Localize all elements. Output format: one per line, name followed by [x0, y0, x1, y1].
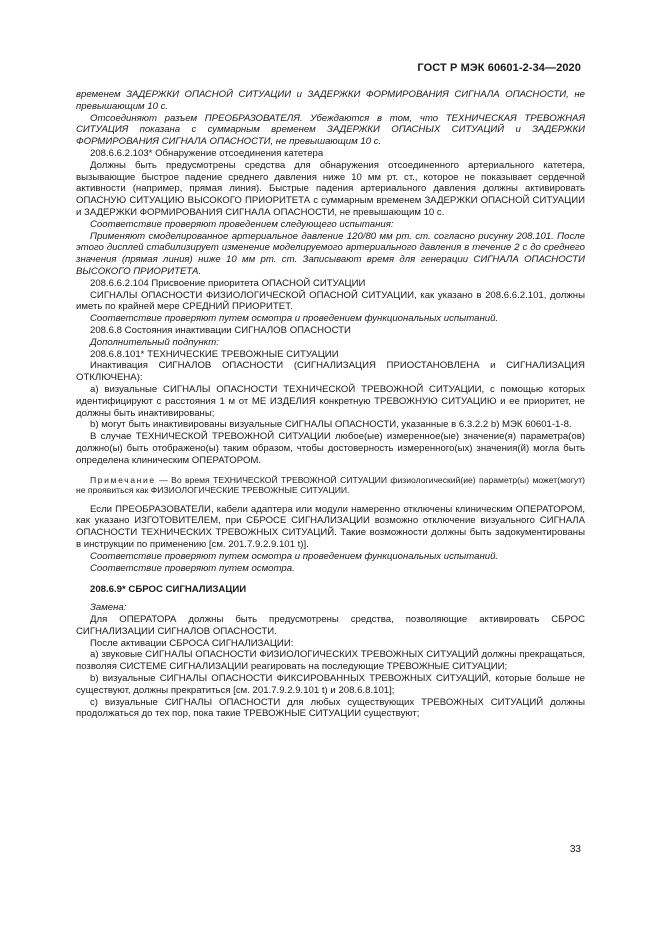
paragraph: Применяют смоделированное артериальное давление 120/80 мм рт. ст. согласно рисунку 208.101. После этого дисплей стабилизирует изменение моделируемого артериального давления в течение 2 с до среднего значения (прямая линия) ниже 10 мм рт. ст. Записывают время для генерации СИГНАЛА ОПАСНОСТИ ВЫСОКОГО ПРИОРИТЕТА. [76, 230, 585, 277]
body-text [76, 89, 585, 720]
paragraph: Отсоединяют разъем ПРЕОБРАЗОВАТЕЛЯ. Убеждаются в том, что ТЕХНИЧЕСКАЯ ТРЕВОЖНАЯ СИТУАЦИЯ показана с суммарным временем ЗАДЕРЖКИ ОПАСНЫХ СИТУАЦИЙ и ЗАДЕРЖКИ ФОРМИРОВАНИЯ СИГНАЛА ОПАСНОСТИ, не превышающим 10 с. [76, 112, 585, 148]
list-item: b) визуальные СИГНАЛЫ ОПАСНОСТИ ФИКСИРОВАННЫХ ТРЕВОЖНЫХ СИТУАЦИЙ, которые больше не существуют, должны прекратиться [см. 201.7.9.2.9.101 t) и 208.6.8.101]; [76, 673, 585, 696]
paragraph: Инактивация СИГНАЛОВ ОПАСНОСТИ (СИГНАЛИЗАЦИЯ ПРИОСТАНОВЛЕНА и СИГНАЛИЗАЦИЯ ОТКЛЮЧЕНА): [76, 360, 585, 384]
clause-heading: 208.6.8.101* ТЕХНИЧЕСКИЕ ТРЕВОЖНЫЕ СИТУАЦИИ [90, 348, 339, 360]
paragraph: Должны быть предусмотрены средства для обнаружения отсоединенного артериального катетера, вызывающие быстрое падение среднего давления ниже 10 мм рт. ст., которое не показывает сердечной активности (например, прямая линия). Быстрые падения артериального давления должны активировать ОПАСНУЮ СИТУАЦИЮ ВЫСОКОГО ПРИОРИТЕТА с суммарным временем ЗАДЕРЖКИ ОПАСНОЙ СИТУАЦИИ и ЗАДЕРЖКИ ФОРМИРОВАНИЯ СИГНАЛА ОПАСНОСТИ, не превышающим 10 с. [76, 159, 585, 218]
paragraph: СИГНАЛЫ ОПАСНОСТИ ФИЗИОЛОГИЧЕСКОЙ ОПАСНОЙ СИТУАЦИИ, как указано в 208.6.6.2.101, должны иметь по крайней мере СРЕДНИЙ ПРИОРИТЕТ. [76, 289, 585, 313]
clause-heading: 208.6.6.2.104 Присвоение приоритета ОПАСНОЙ СИТУАЦИИ [90, 277, 366, 289]
page-number: 33 [569, 844, 581, 855]
paragraph: Замена: [90, 602, 127, 614]
paragraph: Соответствие проверяют проведением следующего испытания: [90, 218, 394, 230]
paragraph: В случае ТЕХНИЧЕСКОЙ ТРЕВОЖНОЙ СИТУАЦИИ любое(ые) измеренное(ые) значение(я) параметра(ов) должно(ы) быть отображено(ы) таким образом, чтобы достоверность измеренного(ых) значения(й) могла быть определена клиническим ОПЕРАТОРОМ. [76, 431, 585, 466]
note [76, 475, 585, 496]
paragraph: Соответствие проверяют путем осмотра и проведением функциональных испытаний. [90, 313, 499, 325]
section-heading: 208.6.9* СБРОС СИГНАЛИЗАЦИИ [90, 584, 247, 596]
paragraph: временем ЗАДЕРЖКИ ОПАСНОЙ СИТУАЦИИ и ЗАДЕРЖКИ ФОРМИРОВАНИЯ СИГНАЛА ОПАСНОСТИ, не превышающим 10 с. [76, 89, 585, 112]
list-item: a) звуковые СИГНАЛЫ ОПАСНОСТИ ФИЗИОЛОГИЧЕСКИХ ТРЕВОЖНЫХ СИТУАЦИЙ должны прекращаться, позволяя СИСТЕМЕ СИГНАЛИЗАЦИИ реагировать на последующие ТРЕВОЖНЫЕ СИТУАЦИИ; [76, 649, 585, 673]
paragraph: Соответствие проверяют путем осмотра. [90, 562, 295, 574]
note-text: — Во время ТЕХНИЧЕСКОЙ ТРЕВОЖНОЙ СИТУАЦИИ физиологический(ие) параметр(ы) может(могут) не проявиться как ФИЗИОЛОГИЧЕСКИЕ ТРЕВОЖНЫЕ СИТУАЦИИ. [76, 474, 585, 496]
list-item: a) визуальные СИГНАЛЫ ОПАСНОСТИ ТЕХНИЧЕСКОЙ ТРЕВОЖНОЙ СИТУАЦИИ, с помощью которых идентифицируют с расстояния 1 м от МЕ ИЗДЕЛИЯ конкретную ТРЕВОЖНУЮ СИТУАЦИЮ и ее приоритет, не должны быть инактивированы; [76, 383, 585, 419]
standard-code-header: ГОСТ Р МЭК 60601-2-34—2020 [417, 62, 581, 74]
list-item: c) визуальные СИГНАЛЫ ОПАСНОСТИ для любых существующих ТРЕВОЖНЫХ СИТУАЦИЙ должны продолжаться до тех пор, пока такие ТРЕВОЖНЫЕ СИТУАЦИИ существуют; [76, 696, 585, 720]
clause-heading: 208.6.6.2.103* Обнаружение отсоединения катетера [90, 147, 324, 159]
paragraph: Дополнительный подпункт: [90, 336, 219, 348]
note-label: Примечание [90, 474, 156, 485]
list-item: b) могут быть инактивированы визуальные СИГНАЛЫ ОПАСНОСТИ, указанные в 6.3.2.2 b) МЭК 60601-1-8. [90, 419, 572, 431]
paragraph: Если ПРЕОБРАЗОВАТЕЛИ, кабели адаптера или модули намеренно отключены клиническим ОПЕРАТОРОМ, как указано ИЗГОТОВИТЕЛЕМ, при СБРОСЕ СИГНАЛИЗАЦИИ возможно отключение визуального СИГНАЛА ОПАСНОСТИ ТЕХНИЧЕСКИХ ТРЕВОЖНЫХ СИТУАЦИЙ. Такие возможности должны быть задокументированы в инструкции по применению [см. 201.7.9.2.9.101 t)]. [76, 503, 585, 551]
clause-heading: 208.6.8 Состояния инактивации СИГНАЛОВ ОПАСНОСТИ [90, 324, 351, 336]
paragraph: После активации СБРОСА СИГНАЛИЗАЦИИ: [90, 637, 294, 649]
paragraph: Соответствие проверяют путем осмотра и проведением функциональных испытаний. [90, 550, 499, 562]
paragraph: Для ОПЕРАТОРА должны быть предусмотрены средства, позволяющие активировать СБРОС СИГНАЛИЗАЦИИ СИГНАЛОВ ОПАСНОСТИ. [76, 614, 585, 637]
